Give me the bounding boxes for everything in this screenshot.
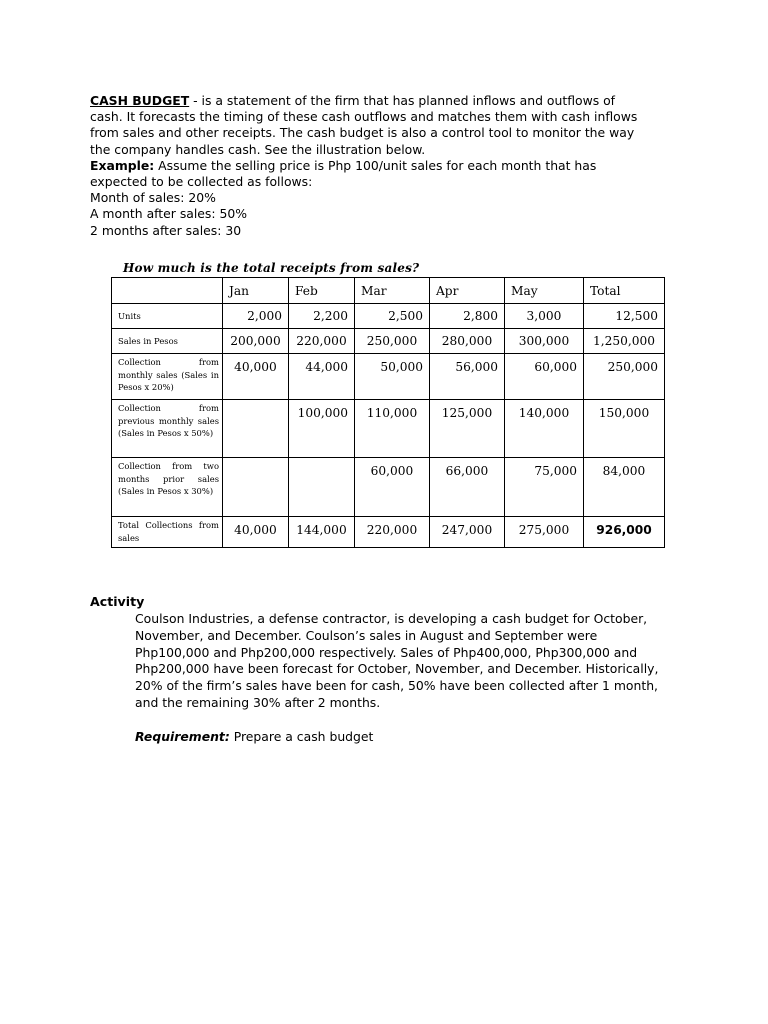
cell: 60,000 bbox=[355, 458, 430, 517]
activity-heading: Activity bbox=[90, 594, 145, 609]
cell: 2,800 bbox=[430, 304, 505, 329]
cell: 110,000 bbox=[355, 400, 430, 458]
row-label: Sales in Pesos bbox=[112, 329, 223, 354]
cell: 1,250,000 bbox=[584, 329, 665, 354]
cell: 3,000 bbox=[505, 304, 584, 329]
cell: 2,000 bbox=[223, 304, 289, 329]
example-label: Example: bbox=[90, 157, 155, 173]
cell: 84,000 bbox=[584, 458, 665, 517]
table-row-collection-previous bbox=[112, 400, 665, 458]
cash-budget-term: CASH BUDGET bbox=[90, 93, 190, 108]
row-label: Units bbox=[112, 304, 223, 329]
row-label: Total Collections from sales bbox=[112, 517, 223, 548]
cell bbox=[223, 400, 289, 458]
table-header-row bbox=[112, 278, 665, 304]
cell: 60,000 bbox=[505, 354, 584, 400]
row-label: Collection from previous monthly sales (Sales in Pesos x 50%) bbox=[112, 400, 223, 458]
row-label: Collection from monthly sales (Sales in Pesos x 20%) bbox=[112, 354, 223, 400]
grand-total-cell: 926,000 bbox=[584, 517, 665, 548]
cell: 40,000 bbox=[223, 517, 289, 548]
cell: 100,000 bbox=[289, 400, 355, 458]
row-label: Collection from two months prior sales (Sales in Pesos x 30%) bbox=[112, 458, 223, 517]
cell: 12,500 bbox=[584, 304, 665, 329]
cell: 150,000 bbox=[584, 400, 665, 458]
header-mar: Mar bbox=[355, 278, 430, 304]
header-apr: Apr bbox=[430, 278, 505, 304]
collection-line-1: Month of sales: 20% bbox=[90, 190, 216, 206]
cell: 50,000 bbox=[355, 354, 430, 400]
cell: 2,200 bbox=[289, 304, 355, 329]
collection-line-3: 2 months after sales: 30 bbox=[90, 222, 242, 238]
table-row-collection-current bbox=[112, 354, 665, 400]
cell: 125,000 bbox=[430, 400, 505, 458]
cell: 44,000 bbox=[289, 354, 355, 400]
cell: 247,000 bbox=[430, 517, 505, 548]
table-row-total bbox=[112, 517, 665, 548]
cell: 140,000 bbox=[505, 400, 584, 458]
collection-line-2: A month after sales: 50% bbox=[90, 206, 248, 222]
requirement-label: Requirement: bbox=[135, 729, 230, 744]
cash-budget-table bbox=[111, 277, 665, 548]
table-row-collection-two-months bbox=[112, 458, 665, 517]
header-may: May bbox=[505, 278, 584, 304]
cell: 220,000 bbox=[289, 329, 355, 354]
cell: 250,000 bbox=[584, 354, 665, 400]
header-blank bbox=[112, 278, 223, 304]
cell: 220,000 bbox=[355, 517, 430, 548]
cash-budget-definition: CASH BUDGET - is a statement of the firm that has planned inflows and outflows of cash. It forecasts the timing of these cash outflows and matches them with cash inflows from sales and other receipts. The cash budget is also a control tool to monitor the way the company handles cash. See the illustration below. bbox=[90, 93, 638, 157]
table-title: How much is the total receipts from sales? bbox=[123, 261, 420, 275]
cell: 56,000 bbox=[430, 354, 505, 400]
cell: 40,000 bbox=[223, 354, 289, 400]
cell: 66,000 bbox=[430, 458, 505, 517]
cell: 300,000 bbox=[505, 329, 584, 354]
cell bbox=[289, 458, 355, 517]
header-total: Total bbox=[584, 278, 665, 304]
example-paragraph: Example: Assume the selling price is Php 100/unit sales for each month that has expected to be collected as follows: bbox=[90, 157, 597, 190]
header-jan: Jan bbox=[223, 278, 289, 304]
header-feb: Feb bbox=[289, 278, 355, 304]
cell: 250,000 bbox=[355, 329, 430, 354]
cell: 280,000 bbox=[430, 329, 505, 354]
cell bbox=[223, 458, 289, 517]
cell: 75,000 bbox=[505, 458, 584, 517]
activity-text: Coulson Industries, a defense contractor, is developing a cash budget for October, November, and December. Coulson’s sales in August and September were Php100,000 and Php200,000 respectively. Sales of Php400,000, Php300,000 and Php200,000 have been forecast for October, November, and December. Historically, 20% of the firm’s sales have been for cash, 50% have been collected after 1 month, and the remaining 30% after 2 months. bbox=[135, 611, 659, 710]
cell: 200,000 bbox=[223, 329, 289, 354]
intro-section bbox=[90, 93, 650, 239]
table-row-sales bbox=[112, 329, 665, 354]
requirement-text: Prepare a cash budget bbox=[229, 729, 374, 744]
cell: 144,000 bbox=[289, 517, 355, 548]
requirement-line bbox=[135, 729, 373, 744]
cell: 2,500 bbox=[355, 304, 430, 329]
table-row-units bbox=[112, 304, 665, 329]
cell: 275,000 bbox=[505, 517, 584, 548]
